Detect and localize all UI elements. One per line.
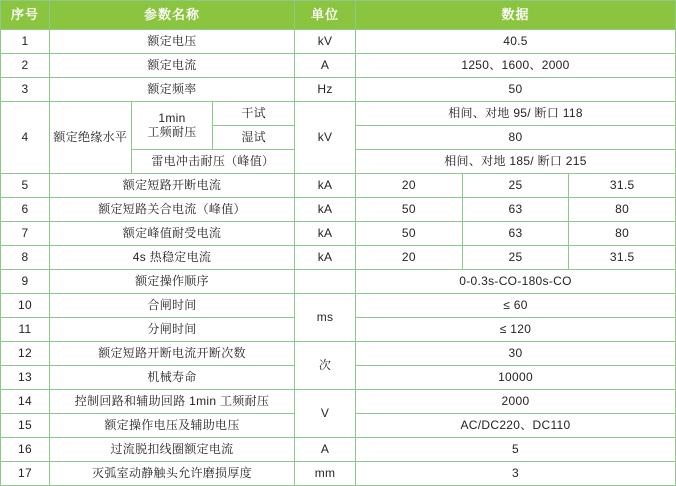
row-no: 11: [1, 318, 50, 342]
row-name: 控制回路和辅助回路 1min 工频耐压: [50, 390, 295, 414]
table-header-row: [1, 1, 676, 30]
table-row: [1, 462, 676, 486]
row-name: 额定峰值耐受电流: [50, 222, 295, 246]
row-unit: [295, 270, 356, 294]
row-group-name: 额定绝缘水平: [50, 102, 132, 174]
row-unit: kA: [295, 246, 356, 270]
row-data: 2000: [356, 390, 676, 414]
table-row: [1, 246, 676, 270]
row-data-1: 50: [356, 222, 463, 246]
table-row: [1, 294, 676, 318]
row-data: 10000: [356, 366, 676, 390]
table-row: [1, 390, 676, 414]
row-data: AC/DC220、DC110: [356, 414, 676, 438]
row-unit: Hz: [295, 78, 356, 102]
table-row: [1, 102, 676, 126]
row-name: 额定操作顺序: [50, 270, 295, 294]
row-unit: kA: [295, 198, 356, 222]
row-name: 机械寿命: [50, 366, 295, 390]
row-unit: kA: [295, 222, 356, 246]
row-subname-lightning: 雷电冲击耐压（峰值）: [131, 150, 294, 174]
column-header-name: 参数名称: [50, 1, 295, 30]
table-row: [1, 198, 676, 222]
row-data: 40.5: [356, 30, 676, 54]
row-subname-freq-line1: 1min: [158, 110, 186, 125]
row-name: 分闸时间: [50, 318, 295, 342]
row-no: 5: [1, 174, 50, 198]
table-row: [1, 342, 676, 366]
row-no: 7: [1, 222, 50, 246]
row-subname-freq: [131, 102, 213, 150]
row-name: 额定电压: [50, 30, 295, 54]
table-row: [1, 222, 676, 246]
row-no: 14: [1, 390, 50, 414]
row-name: 额定短路关合电流（峰值）: [50, 198, 295, 222]
row-data: 1250、1600、2000: [356, 54, 676, 78]
column-header-data: 数据: [356, 1, 676, 30]
row-no: 16: [1, 438, 50, 462]
row-unit: kV: [295, 102, 356, 174]
row-no: 10: [1, 294, 50, 318]
row-no: 4: [1, 102, 50, 174]
row-data: 3: [356, 462, 676, 486]
table-row: [1, 174, 676, 198]
row-data-3: 31.5: [569, 246, 676, 270]
row-unit: A: [295, 54, 356, 78]
row-no: 9: [1, 270, 50, 294]
row-name: 额定短路开断电流: [50, 174, 295, 198]
column-header-no: 序号: [1, 1, 50, 30]
row-name: 额定操作电压及辅助电压: [50, 414, 295, 438]
row-name: 额定短路开断电流开断次数: [50, 342, 295, 366]
row-name: 额定电流: [50, 54, 295, 78]
table-row: [1, 438, 676, 462]
row-no: 17: [1, 462, 50, 486]
row-data-1: 50: [356, 198, 463, 222]
row-unit: V: [295, 390, 356, 438]
row-no: 12: [1, 342, 50, 366]
table-header: [1, 1, 676, 30]
row-data: ≤ 60: [356, 294, 676, 318]
row-unit: 次: [295, 342, 356, 390]
row-name: 4s 热稳定电流: [50, 246, 295, 270]
row-data: 30: [356, 342, 676, 366]
table-row: [1, 270, 676, 294]
row-unit: A: [295, 438, 356, 462]
row-name: 过流脱扣线圈额定电流: [50, 438, 295, 462]
row-unit: kA: [295, 174, 356, 198]
row-data-1: 20: [356, 174, 463, 198]
row-data: 相间、对地 185/ 断口 215: [356, 150, 676, 174]
row-data: 0-0.3s-CO-180s-CO: [356, 270, 676, 294]
column-header-unit: 单位: [295, 1, 356, 30]
table-body: [1, 30, 676, 486]
row-no: 6: [1, 198, 50, 222]
row-no: 1: [1, 30, 50, 54]
row-name: 灭弧室动静触头允许磨损厚度: [50, 462, 295, 486]
row-no: 2: [1, 54, 50, 78]
row-unit: mm: [295, 462, 356, 486]
row-data-1: 20: [356, 246, 463, 270]
row-name: 合闸时间: [50, 294, 295, 318]
row-unit: ms: [295, 294, 356, 342]
row-subname-freq-line2: 工频耐压: [147, 124, 197, 139]
row-data: 50: [356, 78, 676, 102]
row-no: 8: [1, 246, 50, 270]
row-data-2: 63: [462, 198, 569, 222]
row-data-2: 63: [462, 222, 569, 246]
row-no: 13: [1, 366, 50, 390]
row-data: ≤ 120: [356, 318, 676, 342]
row-subname-wet: 湿试: [213, 126, 295, 150]
row-data-3: 80: [569, 198, 676, 222]
row-data-3: 31.5: [569, 174, 676, 198]
table-row: [1, 30, 676, 54]
row-data: 80: [356, 126, 676, 150]
row-data-3: 80: [569, 222, 676, 246]
row-subname-dry: 干试: [213, 102, 295, 126]
row-name: 额定频率: [50, 78, 295, 102]
row-data-2: 25: [462, 246, 569, 270]
row-no: 15: [1, 414, 50, 438]
table-row: [1, 78, 676, 102]
row-data: 5: [356, 438, 676, 462]
row-data: 相间、对地 95/ 断口 118: [356, 102, 676, 126]
row-unit: kV: [295, 30, 356, 54]
row-data-2: 25: [462, 174, 569, 198]
table-row: [1, 54, 676, 78]
row-no: 3: [1, 78, 50, 102]
